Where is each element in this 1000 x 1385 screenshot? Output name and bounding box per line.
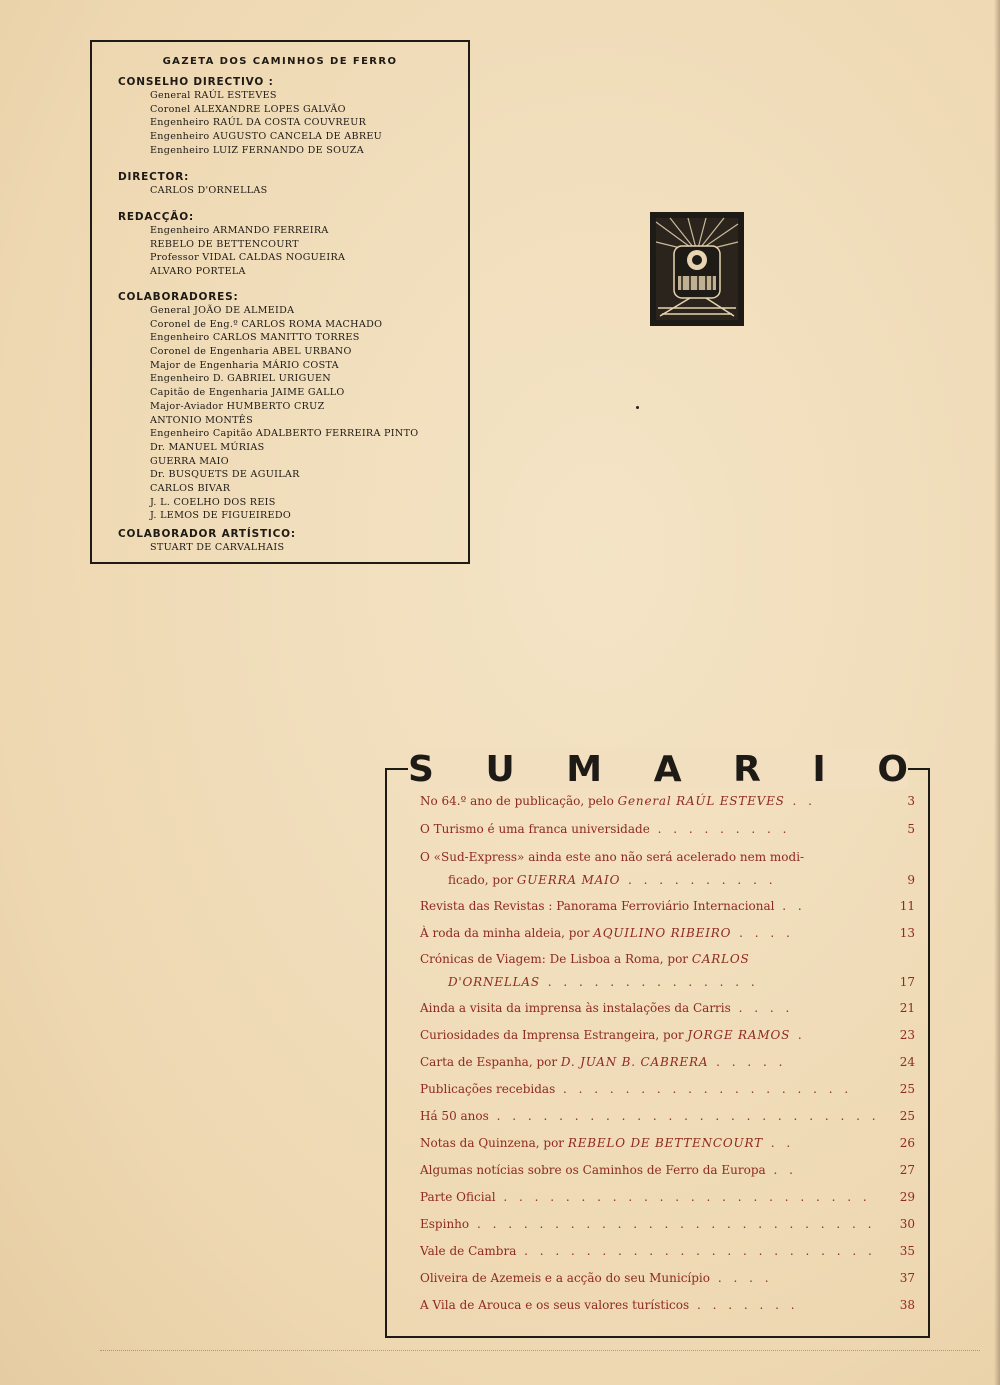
toc-entry: No 64.º ano de publicação, pelo General RAÚL ESTEVES . . 3 bbox=[420, 790, 915, 813]
staff-line: Coronel de Engenharia ABEL URBANO bbox=[150, 346, 352, 358]
toc-entry: Algumas notícias sobre os Caminhos de Ferro da Europa . . 27 bbox=[420, 1159, 915, 1182]
staff-line: Dr. MANUEL MÚRIAS bbox=[150, 441, 265, 453]
staff-line: Capitão de Engenharia JAIME GALLO bbox=[150, 387, 345, 399]
toc-entry-title: Espinho bbox=[420, 1217, 470, 1231]
toc-entry-author: AQUILINO RIBEIRO bbox=[593, 926, 732, 940]
toc-entry-author: General RAÚL ESTEVES bbox=[617, 794, 785, 808]
toc-entry: Revista das Revistas : Panorama Ferroviário Internacional . . 11 bbox=[420, 895, 915, 918]
toc-entry-page: 30 bbox=[899, 1217, 915, 1231]
sumario-letter: S bbox=[408, 748, 434, 790]
staff-line: GUERRA MAIO bbox=[150, 455, 229, 467]
masthead-box bbox=[90, 40, 470, 564]
staff-line: Coronel ALEXANDRE LOPES GALVÃO bbox=[150, 103, 346, 115]
section-heading: COLABORADOR ARTÍSTICO: bbox=[118, 528, 296, 540]
staff-line: Engenheiro ARMANDO FERREIRA bbox=[150, 225, 329, 236]
toc-entry: O Turismo é uma franca universidade . . . . . . . . . 5 bbox=[420, 818, 915, 841]
toc-entry-page: 3 bbox=[907, 794, 915, 808]
staff-line: Professor VIDAL CALDAS NOGUEIRA bbox=[150, 252, 346, 264]
toc-entry-page: 37 bbox=[899, 1271, 915, 1285]
toc-entry-title: O Turismo é uma franca universidade bbox=[420, 822, 650, 836]
toc-entry-title: Vale de Cambra bbox=[420, 1244, 517, 1258]
masthead-title: GAZETA DOS CAMINHOS DE FERRO bbox=[162, 56, 398, 67]
toc-entry-title: Há 50 anos bbox=[420, 1109, 489, 1123]
toc-entry-title-cont: ficado, por bbox=[448, 873, 517, 887]
staff-line: Engenheiro D. GABRIEL URIGUEN bbox=[150, 373, 331, 385]
toc-entry-page: 25 bbox=[899, 1082, 915, 1096]
toc-entry: À roda da minha aldeia, por AQUILINO RIBEIRO . . . . 13 bbox=[420, 922, 915, 945]
staff-line: Engenheiro Capitão ADALBERTO FERREIRA PINTO bbox=[150, 428, 419, 440]
staff-line: Major de Engenharia MÁRIO COSTA bbox=[150, 359, 339, 371]
toc-entry: Espinho . . . . . . . . . . . . . . . . . . . . . . . . . . 30 bbox=[420, 1213, 915, 1236]
sumario-letter: A bbox=[653, 748, 682, 790]
staff-line: Engenheiro RAÚL DA COSTA COUVREUR bbox=[150, 117, 367, 129]
toc-entry-title: À roda da minha aldeia, por bbox=[420, 926, 594, 940]
toc-entry-author: CARLOS bbox=[691, 952, 750, 966]
section-heading: DIRECTOR: bbox=[118, 171, 190, 183]
staff-line: J. LEMOS DE FIGUEIREDO bbox=[150, 510, 292, 522]
toc-entry-title: No 64.º ano de publicação, pelo bbox=[420, 794, 618, 808]
sumario-letter: M bbox=[566, 748, 603, 790]
toc-entry-page: 29 bbox=[899, 1190, 915, 1204]
sumario-letter: I bbox=[812, 748, 826, 790]
toc-entry-title: Parte Oficial bbox=[420, 1190, 496, 1204]
toc-entry-page: 24 bbox=[899, 1055, 915, 1069]
staff-line: Major-Aviador HUMBERTO CRUZ bbox=[150, 400, 325, 412]
sumario-letter: O bbox=[877, 748, 908, 790]
staff-line: ALVARO PORTELA bbox=[150, 266, 246, 278]
toc-entry-title: Carta de Espanha, por bbox=[420, 1055, 561, 1069]
section-heading: REDACÇÃO: bbox=[118, 211, 194, 223]
sumario-letter: U bbox=[485, 748, 515, 790]
bottom-divider bbox=[100, 1350, 980, 1351]
toc-entry: Curiosidades da Imprensa Estrangeira, por JORGE RAMOS . 23 bbox=[420, 1024, 915, 1047]
staff-line: ANTONIO MONTÊS bbox=[150, 414, 253, 426]
toc-entry-title: Notas da Quinzena, por bbox=[420, 1136, 568, 1150]
toc-entry: Notas da Quinzena, por REBELO DE BETTENCOURT . . 26 bbox=[420, 1132, 915, 1155]
toc-entry-page: 5 bbox=[907, 822, 915, 836]
toc-entry-author: D. JUAN B. CABRERA bbox=[560, 1055, 709, 1069]
toc-entry-author: JORGE RAMOS bbox=[687, 1028, 791, 1042]
section-director bbox=[118, 170, 468, 198]
staff-line: Engenheiro AUGUSTO CANCELA DE ABREU bbox=[150, 131, 383, 143]
staff-line: Dr. BUSQUETS DE AGUILAR bbox=[150, 469, 300, 481]
toc-entry-page: 17 bbox=[899, 975, 915, 989]
toc-entry-page: 25 bbox=[899, 1109, 915, 1123]
staff-line: General JOÃO DE ALMEIDA bbox=[150, 305, 295, 316]
staff-line: STUART DE CARVALHAIS bbox=[150, 542, 285, 553]
staff-line: CARLOS D'ORNELLAS bbox=[150, 185, 268, 196]
toc-entry: Ainda a visita da imprensa às instalações da Carris . . . . 21 bbox=[420, 997, 915, 1020]
toc-entry-author-cont: D'ORNELLAS bbox=[448, 975, 540, 989]
toc-entry-page: 38 bbox=[899, 1298, 915, 1312]
sumario-letter: R bbox=[733, 748, 761, 790]
toc-entry-page: 35 bbox=[899, 1244, 915, 1258]
section-conselho-directivo bbox=[118, 75, 468, 157]
section-heading: CONSELHO DIRECTIVO : bbox=[118, 76, 274, 88]
staff-line: Coronel de Eng.º CARLOS ROMA MACHADO bbox=[150, 318, 383, 330]
toc-entry: O «Sud-Express» ainda este ano não será acelerado nem modi- ficado, por GUERRA MAIO . . . . . . . . . . 9 bbox=[420, 846, 915, 892]
page-edge-shadow bbox=[994, 0, 1000, 1385]
toc-entry: Há 50 anos . . . . . . . . . . . . . . . . . . . . . . . . . 25 bbox=[420, 1105, 915, 1128]
staff-line: CARLOS BIVAR bbox=[150, 482, 231, 494]
toc-entry-page: 26 bbox=[899, 1136, 915, 1150]
ink-speck bbox=[636, 406, 639, 409]
toc-entry-page: 13 bbox=[899, 926, 915, 940]
staff-line: REBELO DE BETTENCOURT bbox=[150, 238, 299, 250]
toc-entry: Carta de Espanha, por D. JUAN B. CABRERA . . . . . 24 bbox=[420, 1051, 915, 1074]
toc-entry-page: 9 bbox=[907, 873, 915, 887]
toc-entry-title: O «Sud-Express» ainda este ano não será acelerado nem modi- bbox=[420, 850, 805, 864]
toc-entry: Crónicas de Viagem: De Lisboa a Roma, por CARLOS D'ORNELLAS . . . . . . . . . . . . . . 17 bbox=[420, 948, 915, 994]
toc-entry-page: 21 bbox=[899, 1001, 915, 1015]
toc-entry-title: A Vila de Arouca e os seus valores turísticos bbox=[420, 1298, 690, 1312]
toc-entry-author: GUERRA MAIO bbox=[516, 873, 621, 887]
toc-entry: A Vila de Arouca e os seus valores turísticos . . . . . . . 38 bbox=[420, 1294, 915, 1317]
toc-entry-title: Publicações recebidas bbox=[420, 1082, 556, 1096]
toc-entry: Vale de Cambra . . . . . . . . . . . . . . . . . . . . . . . 35 bbox=[420, 1240, 915, 1263]
toc-entry: Publicações recebidas . . . . . . . . . . . . . . . . . . . 25 bbox=[420, 1078, 915, 1101]
toc-entry-title: Revista das Revistas : Panorama Ferroviário Internacional bbox=[420, 899, 775, 913]
toc-entry-title: Curiosidades da Imprensa Estrangeira, por bbox=[420, 1028, 688, 1042]
toc-entry-page: 11 bbox=[899, 899, 915, 913]
locomotive-woodcut-icon bbox=[650, 212, 744, 326]
toc-entry-page: 27 bbox=[899, 1163, 915, 1177]
toc-entry-title: Oliveira de Azemeis e a acção do seu Município bbox=[420, 1271, 710, 1285]
section-heading: COLABORADORES: bbox=[118, 291, 239, 303]
section-redaccao bbox=[118, 210, 468, 279]
sumario-title bbox=[408, 749, 908, 789]
staff-line: J. L. COELHO DOS REIS bbox=[150, 496, 276, 508]
toc-entry-title: Ainda a visita da imprensa às instalações da Carris bbox=[420, 1001, 731, 1015]
staff-line: Engenheiro CARLOS MANITTO TORRES bbox=[150, 332, 360, 344]
toc-entry-author: REBELO DE BETTENCOURT bbox=[567, 1136, 763, 1150]
staff-line: General RAÚL ESTEVES bbox=[150, 90, 277, 101]
toc-entry: Parte Oficial . . . . . . . . . . . . . . . . . . . . . . . . 29 bbox=[420, 1186, 915, 1209]
staff-line: Engenheiro LUIZ FERNANDO DE SOUZA bbox=[150, 144, 364, 156]
toc-entry-title: Algumas notícias sobre os Caminhos de Ferro da Europa bbox=[420, 1163, 766, 1177]
section-colaboradores bbox=[118, 290, 468, 523]
toc-entry-title: Crónicas de Viagem: De Lisboa a Roma, por bbox=[420, 952, 692, 966]
toc-entry: Oliveira de Azemeis e a acção do seu Município . . . . 37 bbox=[420, 1267, 915, 1290]
section-colaborador-artistico bbox=[118, 527, 468, 555]
toc-entry-page: 23 bbox=[899, 1028, 915, 1042]
